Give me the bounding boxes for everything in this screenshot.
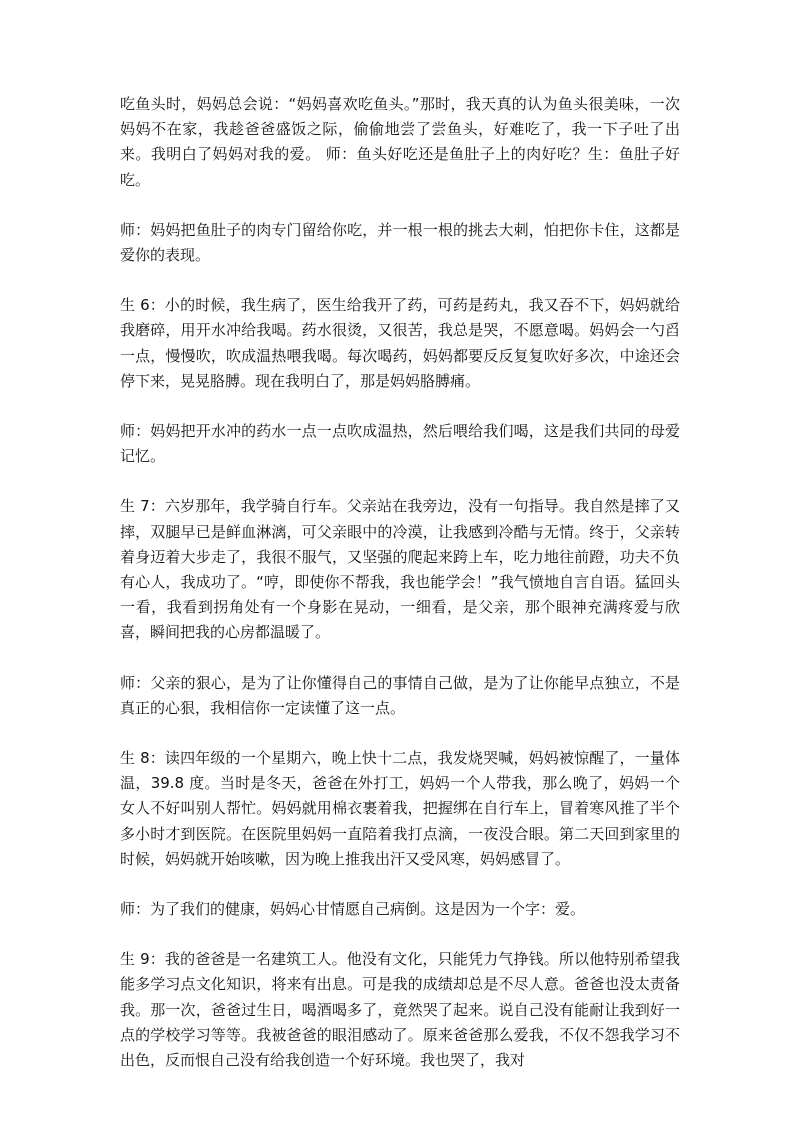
paragraph: 师：妈妈把鱼肚子的肉专门留给你吃，并一根一根的挑去大刺，怕把你卡住，这都是爱你的表现。 — [120, 220, 680, 265]
paragraph: 生 8：读四年级的一个星期六，晚上快十二点，我发烧哭喊，妈妈被惊醒了，一量体温，39.8 度。当时是冬天，爸爸在外打工，妈妈一个人带我，那么晚了，妈妈一个女人不好叫别人帮忙。妈妈就用棉衣裹着我，把握绑在自行车上，冒着寒风推了半个多小时才到医院。在医院里妈妈一直陪着我打点滴，一夜没合眼。第二天回到家里的时候，妈妈就开始咳嗽，因为晚上推我出汗又受风寒，妈妈感冒了。 — [120, 749, 680, 868]
paragraph: 生 7：六岁那年，我学骑自行车。父亲站在我旁边，没有一句指导。我自然是摔了又摔，双腿早已是鲜血淋漓，可父亲眼中的冷漠，让我感到冷酷与无情。终于，父亲转着身迈着大步走了，我很不服气，又坚强的爬起来跨上车，吃力地往前蹬，功夫不负有心人，我成功了。“哼，即使你不帮我，我也能学会！”我气愤地自言自语。猛回头一看，我看到拐角处有一个身影在晃动，一细看，是父亲，那个眼神充满疼爱与欣喜，瞬间把我的心房都温暖了。 — [120, 497, 680, 642]
paragraph: 生 6：小的时候，我生病了，医生给我开了药，可药是药丸，我又吞不下，妈妈就给我磨碎，用开水冲给我喝。药水很烫，又很苦，我总是哭，不愿意喝。妈妈会一勺舀一点，慢慢吹，吹成温热喂我喝。每次喝药，妈妈都要反反复复吹好多次，中途还会停下来，晃晃胳膊。现在我明白了，那是妈妈胳膊痛。 — [120, 296, 680, 390]
paragraph: 生 9：我的爸爸是一名建筑工人。他没有文化，只能凭力气挣钱。所以他特别希望我能多学习点文化知识，将来有出息。可是我的成绩却总是不尽人意。爸爸也没太责备我。那一次，爸爸过生日，喝酒喝多了，竟然哭了起来。说自己没有能耐让我到好一点的学校学习等等。我被爸爸的眼泪感动了。原来爸爸那么爱我，不仅不怨我学习不出色，反而恨自己没有给我创造一个好环境。我也哭了，我对 — [120, 950, 680, 1070]
paragraph: 师：妈妈把开水冲的药水一点一点吹成温热，然后喂给我们喝，这是我们共同的母爱记忆。 — [120, 422, 680, 466]
paragraph: 吃鱼头时，妈妈总会说：“妈妈喜欢吃鱼头。”那时，我天真的认为鱼头很美味，一次妈妈不在家，我趁爸爸盛饭之际，偷偷地尝了尝鱼头，好难吃了，我一下子吐了出来。我明白了妈妈对我的爱。 师：鱼头好吃还是鱼肚子上的肉好吃？生：鱼肚子好吃。 — [120, 95, 680, 189]
paragraph: 师：为了我们的健康，妈妈心甘情愿自己病倒。这是因为一个字：爱。 — [120, 900, 586, 919]
document-body — [120, 92, 680, 1098]
paragraph: 师：父亲的狠心，是为了让你懂得自己的事情自己做，是为了让你能早点独立，不是真正的心狠，我相信你一定读懂了这一点。 — [120, 673, 680, 717]
